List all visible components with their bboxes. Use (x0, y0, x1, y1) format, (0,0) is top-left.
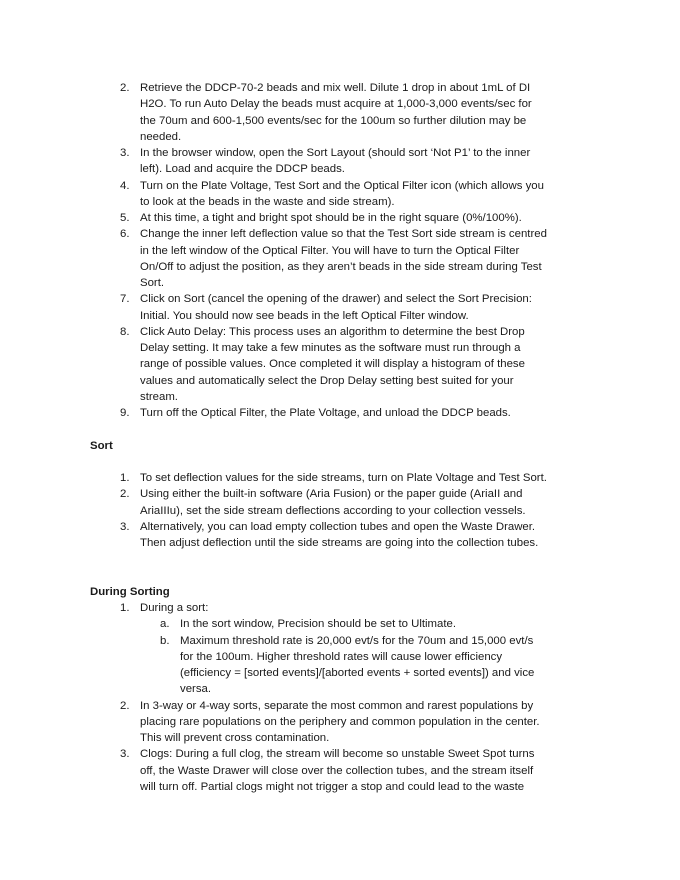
list-item-text: Clogs: During a full clog, the stream will become so unstable Sweet Spot turns (140, 748, 535, 761)
list-item-text: Alternatively, you can load empty collection tubes and open the Waste Drawer. (140, 520, 536, 533)
list-number: 2. (120, 488, 130, 501)
list-number: 9. (120, 407, 130, 419)
list-item (0, 470, 680, 486)
list-item (0, 698, 680, 747)
list-item-text: in the left window of the Optical Filter. You will have to turn the Optical Filter (140, 244, 520, 257)
list-number: 6. (120, 228, 130, 241)
section-heading-during-sorting: During Sorting (90, 585, 170, 598)
list-item-text: needed. (140, 130, 182, 143)
list-item-text: to look at the beads in the waste and side stream). (140, 195, 395, 208)
list-item-text: Turn off the Optical Filter, the Plate Voltage, and unload the DDCP beads. (140, 407, 511, 419)
during-sorting-steps-list (0, 600, 680, 795)
list-item-text: Click on Sort (cancel the opening of the drawer) and select the Sort Precision: (140, 293, 532, 306)
list-item-text: In 3-way or 4-way sorts, separate the most common and rarest populations by (140, 699, 534, 712)
list-number: 1. (120, 602, 130, 614)
list-item-text: H2O. To run Auto Delay the beads must acquire at 1,000-3,000 events/sec for (140, 98, 532, 111)
list-number: a. (160, 618, 170, 631)
list-item-text: Sort. (140, 277, 165, 289)
list-item (0, 178, 680, 211)
list-item-text: Then adjust deflection until the side streams are going into the collection tubes. (140, 537, 539, 549)
list-item-text: This will prevent cross contamination. (140, 732, 330, 744)
list-item-text: placing rare populations on the periphery and common population in the center. (140, 715, 540, 728)
list-number: b. (160, 634, 170, 647)
list-item-text: values and automatically select the Drop Delay setting best suited for your (140, 374, 514, 387)
list-item (0, 145, 680, 178)
list-item-text: In the sort window, Precision should be set to Ultimate. (180, 618, 457, 631)
list-number: 3. (120, 147, 130, 159)
list-item-text: (efficiency = [sorted events]/[aborted events + sorted events]) and vice (180, 667, 535, 679)
list-item-text: will turn off. Partial clogs might not trigger a stop and could lead to the waste (140, 780, 525, 793)
list-item-text: On/Off to adjust the position, as they aren’t beads in the side stream during Test (140, 260, 542, 273)
list-item (0, 226, 680, 291)
list-item (0, 519, 680, 552)
list-item-text: At this time, a tight and bright spot should be in the right square (0%/100%). (140, 212, 522, 224)
list-item-text: stream. (140, 390, 178, 403)
list-number: 3. (120, 520, 130, 533)
list-number: 4. (120, 179, 130, 192)
list-item-text: for the 100um. Higher threshold rates will cause lower efficiency (180, 650, 503, 663)
list-item-text: off, the Waste Drawer will close over the collection tubes, and the stream itself (140, 764, 534, 777)
list-item-text: left). Load and acquire the DDCP beads. (140, 163, 345, 176)
list-number: 3. (120, 748, 130, 761)
list-item (0, 80, 680, 145)
list-item-text: Change the inner left deflection value so that the Test Sort side stream is centred (140, 228, 547, 241)
list-item-text: In the browser window, open the Sort Layout (should sort ‘Not P1’ to the inner (140, 147, 531, 159)
list-item-text: the 70um and 600-1,500 events/sec for the 100um so further dilution may be (140, 114, 527, 127)
list-item (0, 486, 680, 519)
list-number: 7. (120, 293, 130, 306)
list-item-text: Turn on the Plate Voltage, Test Sort and the Optical Filter icon (which allows you (140, 179, 544, 192)
list-item-text: To set deflection values for the side streams, turn on Plate Voltage and Test Sort. (140, 472, 547, 484)
list-item (0, 746, 680, 795)
list-item-text: Using either the built-in software (Aria Fusion) or the paper guide (AriaII and (140, 488, 523, 501)
list-item (0, 633, 680, 698)
list-number: 5. (120, 212, 130, 224)
list-item (0, 210, 680, 226)
list-item-text: versa. (180, 683, 212, 696)
list-number: 2. (120, 82, 130, 94)
list-item (0, 616, 680, 632)
section-heading-sort: Sort (90, 439, 113, 452)
calibration-steps-list (0, 80, 680, 421)
list-item-text: Maximum threshold rate is 20,000 evt/s for the 70um and 15,000 evt/s (180, 634, 534, 647)
list-item-text: Initial. You should now see beads in the left Optical Filter window. (140, 309, 469, 322)
list-number: 2. (120, 699, 130, 712)
sort-steps-list (0, 470, 680, 551)
list-number: 1. (120, 472, 130, 484)
list-item-text: Retrieve the DDCP-70-2 beads and mix well. Dilute 1 drop in about 1mL of DI (140, 82, 531, 94)
list-item (0, 324, 680, 405)
list-item-text: range of possible values. Once completed it will display a histogram of these (140, 358, 525, 371)
list-item (0, 405, 680, 421)
list-number: 8. (120, 325, 130, 338)
list-item (0, 291, 680, 324)
list-item-text: Click Auto Delay: This process uses an algorithm to determine the best Drop (140, 325, 525, 338)
list-item-text: AriaIIIu), set the side stream deflections according to your collection vessels. (140, 504, 526, 517)
list-item-text: During a sort: (140, 602, 209, 614)
list-item (0, 600, 680, 616)
document-page (0, 80, 680, 795)
list-item-text: Delay setting. It may take a few minutes as the software must run through a (140, 342, 521, 354)
